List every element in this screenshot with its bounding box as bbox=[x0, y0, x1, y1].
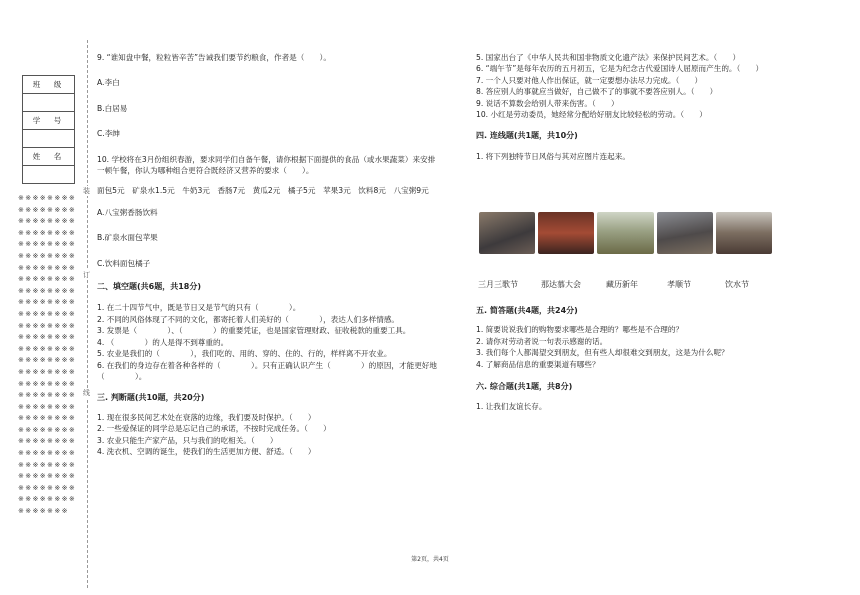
judge-8: 8. 答应别人的事就应当做好，自己做不了的事就不要答应别人。（ ） bbox=[476, 87, 718, 97]
judge-9: 9. 说话不算数会给别人带来伤害。（ ） bbox=[476, 98, 619, 108]
name-field[interactable] bbox=[23, 166, 75, 184]
question-10: 10. 学校将在3月份组织春游，要求同学们自备午餐，请你根据下面提供的食品（或水果蔬菜）来安排一顿午餐，你认为哪种组合更符合既经济又营养的要求（ ）。 bbox=[97, 154, 436, 176]
festival-photo-1[interactable] bbox=[479, 212, 535, 254]
match-1: 1. 将下列独特节日风俗与其对应图片连起来。 bbox=[476, 151, 630, 161]
q10-food-list: 面包5元 矿泉水1.5元 牛奶3元 香肠7元 黄瓜2元 橘子5元 苹果3元 饮料8元 八宝粥9元 bbox=[97, 186, 429, 196]
q9-option-b: B.白居易 bbox=[97, 103, 128, 113]
festival-photo-3[interactable] bbox=[597, 212, 654, 254]
judge-10: 10. 小红是劳动委员，她经常分配给好朋友比较轻松的劳动。（ ） bbox=[476, 110, 707, 120]
judge-7: 7. 一个人只要对他人作出保证，就一定要想办法尽力完成。（ ） bbox=[476, 75, 703, 85]
binding-char-top: 装 bbox=[83, 187, 90, 195]
fill-6: 6. 在我们的身边存在着各种各样的（ ）。只有正确认识产生（ ）的原因，才能更好地（ ）。 bbox=[97, 360, 437, 381]
festival-label-2[interactable]: 那达慕大会 bbox=[541, 280, 581, 289]
fill-3: 3. 发票是（ ）、（ ）的重要凭证，也是国家管理财政、征收税款的重要工具。 bbox=[97, 326, 411, 336]
festival-label-5[interactable]: 饮水节 bbox=[725, 280, 749, 289]
fill-2: 2. 不同的风俗体现了不同的文化，都寄托着人们美好的（ ），表达人们多样情感。 bbox=[97, 314, 400, 324]
short-4: 4. 了解商品信息的重要渠道有哪些？ bbox=[476, 359, 600, 369]
festival-photo-5[interactable] bbox=[716, 212, 772, 254]
judge-5: 5. 国家出台了《中华人民共和国非物质文化遗产法》来保护民间艺术。（ ） bbox=[476, 53, 741, 62]
judge-6: 6. “端午节”是每年农历的五月初五，它是为纪念古代爱国诗人屈原而产生的。（ ） bbox=[476, 64, 764, 74]
short-3: 3. 我们每个人都渴望交到朋友，但有些人却很难交到朋友，这是为什么呢？ bbox=[476, 348, 729, 358]
binding-char-bottom: 线 bbox=[83, 389, 90, 397]
name-label: 姓 名 bbox=[23, 148, 75, 166]
binding-char-mid: 订 bbox=[83, 271, 90, 279]
festival-label-4[interactable]: 孝顺节 bbox=[667, 280, 691, 289]
right-column-lower bbox=[476, 305, 811, 413]
question-9: 9. “谁知盘中餐，粒粒皆辛苦”告诫我们要节约粮食，作者是（ ）。 bbox=[97, 53, 331, 62]
class-field[interactable] bbox=[23, 94, 75, 112]
binding-hatch: ※※※※※※※※※※※※※※※※※※※※※※※※※※※※※※※※※※※※※※※※※※※※※※※※※※※※※※※※※※※※※※※※※※※※※※※※※※※※※※※※※※※※※※※※※※※※※※※※※※※※※※※※※※※※※※※※※※※※※※※※※※※※※※※※※※※※※※※※※※※※※※※※※※※※※※※※※※※※※※※※※※※※※※※※※※※※※※※※※※※※※※※※※※※※※※※※※※※※※※※※※※※※※※※※※※※※※※※※※※※※※※※ bbox=[18, 194, 77, 516]
q10-option-b: B.矿泉水面包苹果 bbox=[97, 233, 158, 243]
q10-option-a: A.八宝粥香肠饮料 bbox=[97, 207, 158, 217]
festival-photo-4[interactable] bbox=[657, 212, 713, 254]
fill-1: 1. 在二十四节气中，既是节日又是节气的只有（ ）。 bbox=[97, 303, 301, 313]
festival-label-3[interactable]: 藏历新年 bbox=[606, 280, 638, 289]
q10-option-c: C.饮料面包橘子 bbox=[97, 258, 151, 268]
fill-4: 4. （ ）的人是得不到尊重的。 bbox=[97, 337, 229, 347]
judge-2: 2. 一些爱保证的同学总是忘记自己的承诺，不按时完成任务。（ ） bbox=[97, 424, 331, 434]
section-4-heading: 四. 连线题(共1题，共10分) bbox=[476, 131, 578, 141]
judge-4: 4. 洗衣机、空调的诞生，使我们的生活更加方便、舒适。（ ） bbox=[97, 446, 316, 456]
short-1: 1. 简要说说我们的购物要求哪些是合理的？哪些是不合理的？ bbox=[476, 325, 684, 335]
section-6-heading: 六. 综合题(共1题，共8分) bbox=[476, 382, 573, 392]
short-2: 2. 请你对劳动者说一句表示感谢的话。 bbox=[476, 336, 608, 346]
right-column bbox=[476, 52, 811, 162]
section-3-heading: 三. 判断题(共10题，共20分) bbox=[97, 393, 205, 403]
id-label: 学 号 bbox=[23, 112, 75, 130]
festival-label-1[interactable]: 三月三歌节 bbox=[478, 280, 518, 289]
page-footer: 第2页，共4页 bbox=[411, 556, 449, 563]
judge-3: 3. 农业只能生产家产品，只与我们的吃相关。（ ） bbox=[97, 435, 278, 445]
comprehensive-1: 1. 让我们友谊长存。 bbox=[476, 402, 547, 412]
binding-line bbox=[87, 40, 88, 588]
festival-photo-2[interactable] bbox=[538, 212, 594, 254]
left-column bbox=[97, 52, 440, 457]
q9-option-a: A.李白 bbox=[97, 78, 120, 88]
section-5-heading: 五. 简答题(共4题，共24分) bbox=[476, 306, 578, 315]
judge-1: 1. 现在很多民间艺术处在衰落的边缘，我们要及时保护。（ ） bbox=[97, 412, 316, 422]
class-label: 班 级 bbox=[23, 76, 75, 94]
id-field[interactable] bbox=[23, 130, 75, 148]
section-2-heading: 二、填空题(共6题，共18分) bbox=[97, 282, 202, 292]
q9-option-c: C.李绅 bbox=[97, 129, 120, 139]
student-info-table bbox=[22, 75, 75, 184]
fill-5: 5. 农业是我们的（ ），我们吃的、用的、穿的、住的、行的，样样离不开农业。 bbox=[97, 349, 392, 359]
